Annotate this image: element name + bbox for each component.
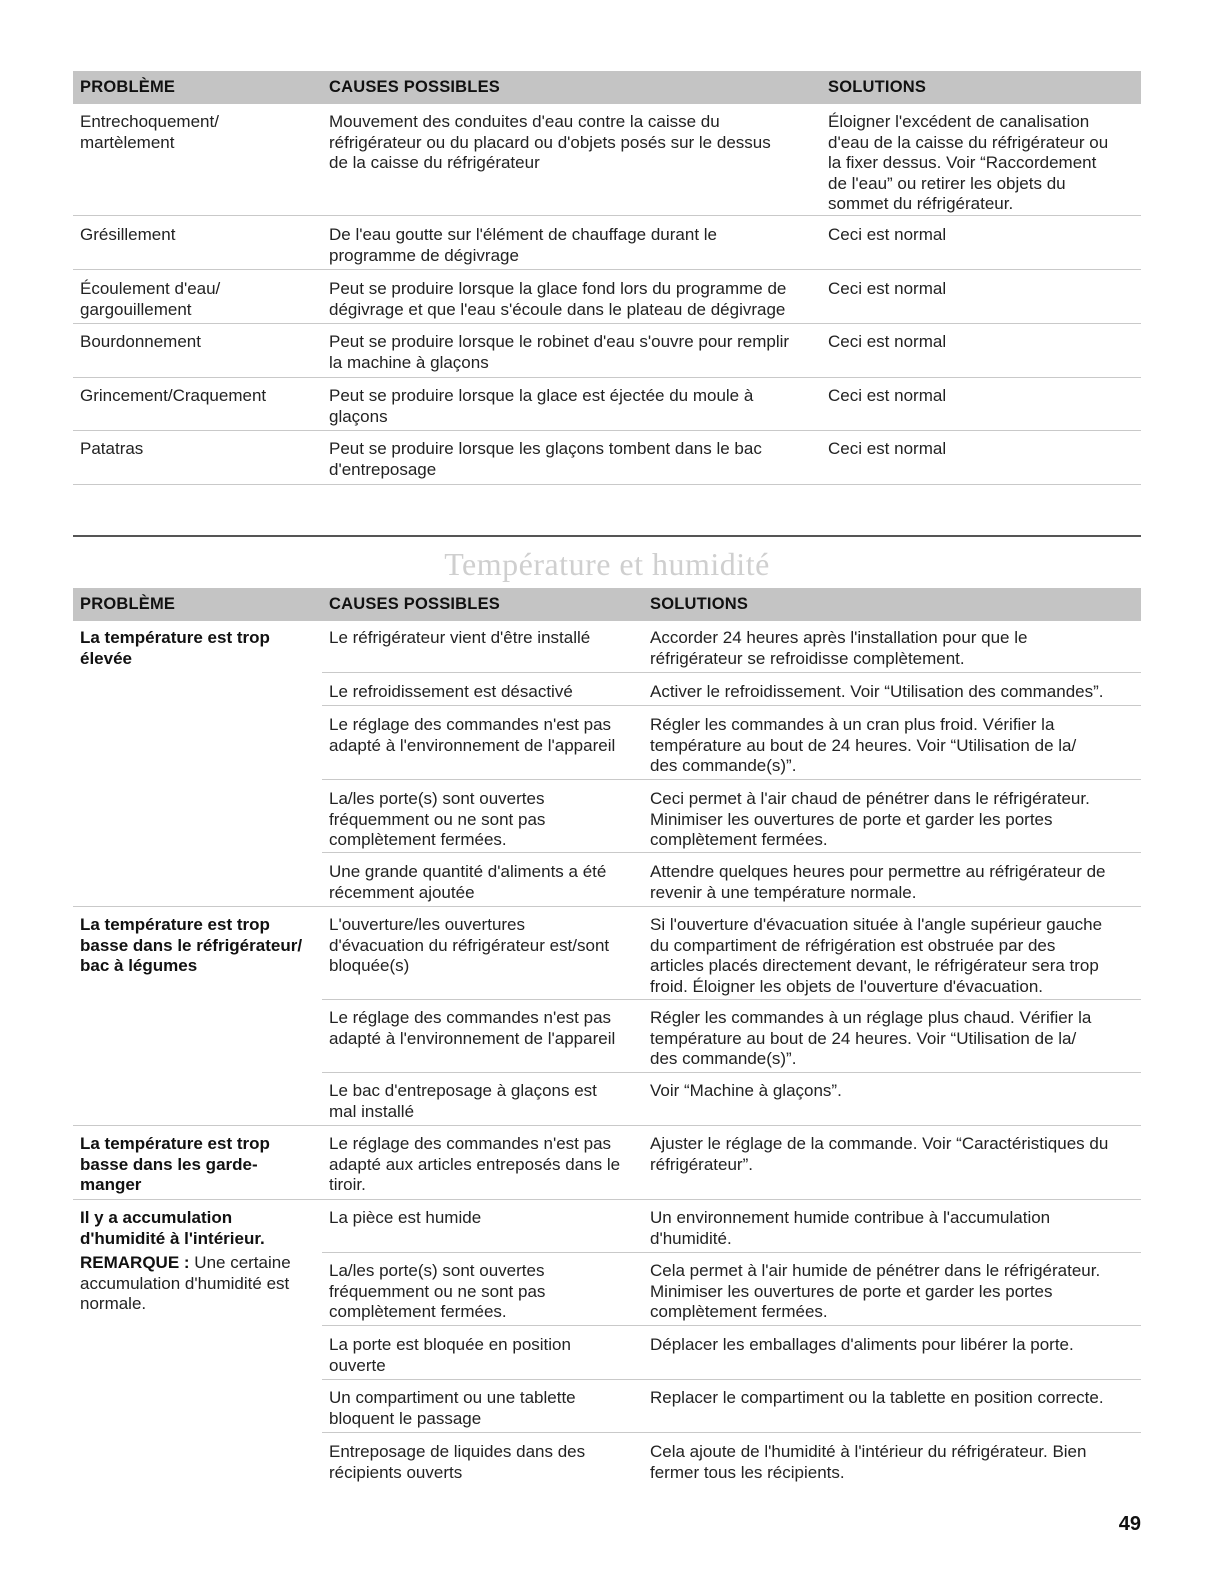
row-divider <box>322 672 1141 673</box>
note-text: Une certaine accumulation d'humidité est normale. <box>80 1253 291 1313</box>
note-label: REMARQUE : <box>80 1253 190 1272</box>
problem-cell: La température est trop élevée <box>80 628 270 668</box>
solution-cell: Replacer le compartiment ou la tablette en position correcte. <box>650 1388 1104 1407</box>
solution-cell: Cela ajoute de l'humidité à l'intérieur du réfrigérateur. Bien fermer tous les récipients. <box>650 1442 1087 1482</box>
row-divider <box>322 1432 1141 1433</box>
group-divider <box>73 1125 1141 1126</box>
solution-cell: Attendre quelques heures pour permettre au réfrigérateur de revenir à une température normale. <box>650 862 1106 902</box>
table-row <box>73 386 1141 431</box>
cause-cell: Peut se produire lorsque les glaçons tombent dans le bac d'entreposage <box>329 439 762 479</box>
solution-cell: Régler les commandes à un cran plus froid. Vérifier la température au bout de 24 heures. Voir “Utilisation de la/ des commande(s)”. <box>650 715 1077 775</box>
problem-cell: Écoulement d'eau/ gargouillement <box>80 279 221 319</box>
solution-cell: Déplacer les emballages d'aliments pour libérer la porte. <box>650 1335 1074 1354</box>
problem-cell: Entrechoquement/ martèlement <box>80 112 219 152</box>
solution-cell: Éloigner l'excédent de canalisation d'eau de la caisse du réfrigérateur ou la fixer dessus. Voir “Raccordement de l'eau” ou retirer les objets du sommet du réfrigérateur. <box>828 112 1109 213</box>
row-divider <box>322 1325 1141 1326</box>
problem-cell: Il y a accumulation d'humidité à l'intérieur. <box>80 1208 265 1248</box>
group-divider <box>73 906 1141 907</box>
note-cell <box>80 1253 291 1315</box>
row-divider <box>322 1252 1141 1253</box>
cause-cell: La pièce est humide <box>329 1208 482 1227</box>
solution-cell: Ceci est normal <box>828 279 947 298</box>
solution-cell: Ajuster le réglage de la commande. Voir “Caractéristiques du réfrigérateur”. <box>650 1134 1109 1174</box>
cause-cell: Une grande quantité d'aliments a été récemment ajoutée <box>329 862 607 902</box>
solution-cell: Si l'ouverture d'évacuation située à l'angle supérieur gauche du compartiment de réfrigération est obstruée par des articles placés directement devant, le réfrigérateur sera trop froid. Éloigner les objets de l'ouverture d'évacuation. <box>650 915 1103 996</box>
cause-cell: Mouvement des conduites d'eau contre la caisse du réfrigérateur ou du placard ou d'objets posés sur le dessus de la caisse du réfrigérateur <box>329 112 771 172</box>
table-row <box>73 225 1141 270</box>
table-row <box>73 439 1141 485</box>
problem-cell: La température est trop basse dans les garde- manger <box>80 1134 270 1194</box>
section-divider <box>73 535 1141 537</box>
section-title: Température et humidité <box>444 546 770 582</box>
cause-cell: Le réglage des commandes n'est pas adapté aux articles entreposés dans le tiroir. <box>329 1134 621 1194</box>
cause-cell: Entreposage de liquides dans des récipients ouverts <box>329 1442 586 1482</box>
table2-header <box>73 588 1141 621</box>
table1-header-solutions: SOLUTIONS <box>828 78 927 96</box>
solution-cell: Accorder 24 heures après l'installation pour que le réfrigérateur se refroidisse complètement. <box>650 628 1028 668</box>
cause-cell: Peut se produire lorsque la glace est éjectée du moule à glaçons <box>329 386 754 426</box>
cause-cell: Peut se produire lorsque la glace fond lors du programme de dégivrage et que l'eau s'écoule dans le plateau de dégivrage <box>329 279 787 319</box>
problem-cell: Bourdonnement <box>80 332 201 351</box>
table1-header-causes: CAUSES POSSIBLES <box>329 78 500 96</box>
table2-header-causes: CAUSES POSSIBLES <box>329 595 500 613</box>
solution-cell: Ceci est normal <box>828 386 947 405</box>
cause-cell: L'ouverture/les ouvertures d'évacuation du réfrigérateur est/sont bloquée(s) <box>329 915 610 975</box>
problem-cell: Grincement/Craquement <box>80 386 267 405</box>
table-row <box>73 112 1141 216</box>
table1-header-problem: PROBLÈME <box>80 78 176 96</box>
problem-cell: Grésillement <box>80 225 176 244</box>
cause-cell: Un compartiment ou une tablette bloquent le passage <box>329 1388 576 1428</box>
cause-cell: La/les porte(s) sont ouvertes fréquemment ou ne sont pas complètement fermées. <box>329 789 546 849</box>
table1-header <box>73 71 1141 104</box>
problem-cell: La température est trop basse dans le réfrigérateur/ bac à légumes <box>80 915 303 975</box>
solution-cell: Ceci est normal <box>828 439 947 458</box>
cause-cell: Peut se produire lorsque le robinet d'eau s'ouvre pour remplir la machine à glaçons <box>329 332 790 372</box>
solution-cell: Activer le refroidissement. Voir “Utilisation des commandes”. <box>650 682 1104 701</box>
row-divider <box>322 705 1141 706</box>
solution-cell: Voir “Machine à glaçons”. <box>650 1081 842 1100</box>
cause-cell: Le réfrigérateur vient d'être installé <box>329 628 591 647</box>
row-divider <box>322 779 1141 780</box>
solution-cell: Un environnement humide contribue à l'accumulation d'humidité. <box>650 1208 1051 1248</box>
solution-cell: Ceci permet à l'air chaud de pénétrer dans le réfrigérateur. Minimiser les ouvertures de porte et garder les portes complètement fermées. <box>650 789 1090 849</box>
table2-header-problem: PROBLÈME <box>80 595 176 613</box>
cause-cell: Le bac d'entreposage à glaçons est mal installé <box>329 1081 597 1121</box>
cause-cell: Le réglage des commandes n'est pas adapté à l'environnement de l'appareil <box>329 1008 616 1048</box>
page-number: 49 <box>1118 1513 1141 1535</box>
solution-cell: Ceci est normal <box>828 332 947 351</box>
row-divider <box>322 1072 1141 1073</box>
group-divider <box>73 1199 1141 1200</box>
table-row <box>73 332 1141 378</box>
row-divider <box>322 852 1141 853</box>
row-divider <box>322 1379 1141 1380</box>
cause-cell: De l'eau goutte sur l'élément de chauffage durant le programme de dégivrage <box>329 225 717 265</box>
row-divider <box>322 999 1141 1000</box>
solution-cell: Régler les commandes à un réglage plus chaud. Vérifier la température au bout de 24 heures. Voir “Utilisation de la/ des commande(s)”. <box>650 1008 1092 1068</box>
solution-cell: Ceci est normal <box>828 225 947 244</box>
solution-cell: Cela permet à l'air humide de pénétrer dans le réfrigérateur. Minimiser les ouvertures de porte et garder les portes complètement fermées. <box>650 1261 1101 1321</box>
cause-cell: Le refroidissement est désactivé <box>329 682 573 701</box>
table2-header-solutions: SOLUTIONS <box>650 595 749 613</box>
cause-cell: La porte est bloquée en position ouverte <box>329 1335 571 1375</box>
problem-cell: Patatras <box>80 439 144 458</box>
cause-cell: Le réglage des commandes n'est pas adapté à l'environnement de l'appareil <box>329 715 616 755</box>
cause-cell: La/les porte(s) sont ouvertes fréquemment ou ne sont pas complètement fermées. <box>329 1261 546 1321</box>
table-row <box>73 279 1141 324</box>
